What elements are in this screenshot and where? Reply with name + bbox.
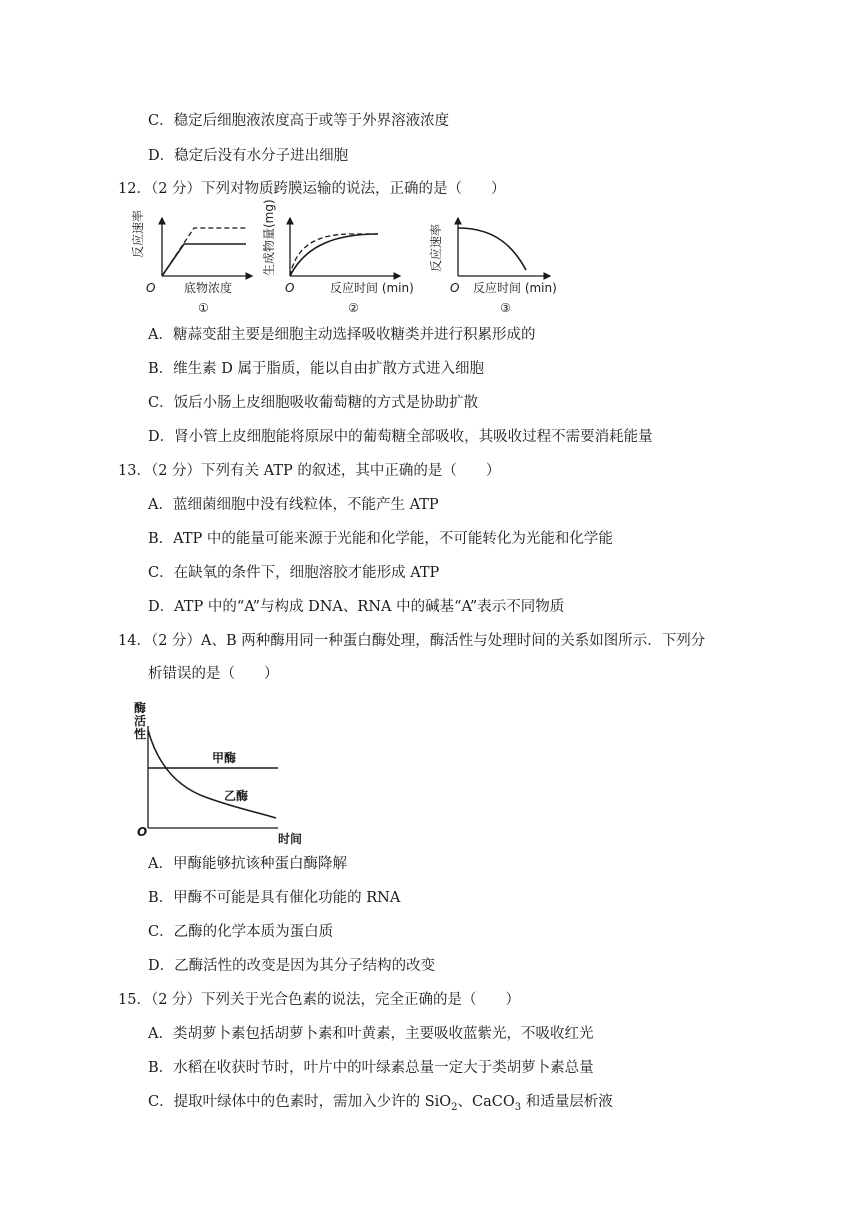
graph3-curve: [458, 228, 526, 270]
graph3-origin: O: [450, 281, 460, 295]
graph1-xlabel: 底物浓度: [184, 281, 233, 295]
q11-option-d: D．稳定后没有水分子进出细胞: [148, 148, 349, 164]
q14-option-a: A．甲酶能够抗该种蛋白酶降解: [148, 856, 347, 872]
q12-option-c: C．饭后小肠上皮细胞吸收葡萄糖的方式是协助扩散: [148, 395, 479, 411]
graph-2: [261, 199, 414, 315]
q14-xlabel: 时间: [278, 832, 303, 846]
graph2-ylabel: 生成物量(mg): [262, 199, 276, 276]
q14-figure: [128, 696, 318, 850]
graph1-solid-curve: [162, 244, 246, 276]
q15-stem: 15．（2 分）下列关于光合色素的说法，完全正确的是（ ）: [118, 992, 521, 1008]
q14-enzyme-a-label: 甲酶: [212, 751, 237, 765]
graph3-xlabel: 反应时间 (min): [473, 281, 557, 295]
graph1-number: ①: [198, 301, 209, 315]
q15-option-c-part2: 、CaCO: [457, 1094, 515, 1110]
q14-ylabel-1: 酶: [134, 701, 147, 715]
graph3-number: ③: [500, 301, 511, 315]
q13-stem: 13．（2 分）下列有关 ATP 的叙述，其中正确的是（ ）: [118, 463, 501, 479]
q14-option-d: D．乙酶活性的改变是因为其分子结构的改变: [148, 958, 436, 974]
q14-enzyme-b-curve: [148, 730, 276, 818]
q15-option-c: [148, 1092, 613, 1118]
q15-option-c-part1: C．提取叶绿体中的色素时，需加入少许的 SiO: [148, 1094, 452, 1110]
q14-stem-line2: 析错误的是（ ）: [148, 666, 279, 682]
q13-option-a: A．蓝细菌细胞中没有线粒体，不能产生 ATP: [148, 497, 439, 513]
graph1-origin: O: [146, 281, 156, 295]
graph2-number: ②: [348, 301, 359, 315]
q11-option-c: C．稳定后细胞液浓度高于或等于外界溶液浓度: [148, 113, 450, 129]
q14-enzyme-b-label: 乙酶: [224, 789, 249, 803]
q13-option-b: B．ATP 中的能量可能来源于光能和化学能，不可能转化为光能和化学能: [148, 531, 613, 547]
graph1-dashed-curve: [162, 228, 246, 276]
q14-stem-line1: 14．（2 分）A、B 两种酶用同一种蛋白酶处理，酶活性与处理时间的关系如图所示．下列分: [118, 633, 706, 649]
q14-ylabel-3: 性: [134, 727, 147, 741]
graph-3: [428, 218, 557, 315]
graph-1: [130, 210, 252, 315]
graph2-origin: O: [285, 281, 295, 295]
q15-option-b: B．水稻在收获时节时，叶片中的叶绿素总量一定大于类胡萝卜素总量: [148, 1060, 594, 1076]
q13-option-d: D．ATP 中的“A”与构成 DNA、RNA 中的碱基“A”表示不同物质: [148, 599, 565, 615]
q12-option-d: D．肾小管上皮细胞能将原尿中的葡萄糖全部吸收，其吸收过程不需要消耗能量: [148, 429, 653, 445]
q15-option-a: A．类胡萝卜素包括胡萝卜素和叶黄素，主要吸收蓝紫光，不吸收红光: [148, 1026, 594, 1042]
q12-graphs-svg: [131, 199, 588, 320]
q14-ylabel-2: 活: [134, 714, 147, 728]
q15-option-c-part3: 和适量层析液: [521, 1094, 613, 1110]
q12-figure: [131, 199, 588, 324]
q12-option-b: B．维生素 D 属于脂质，能以自由扩散方式进入细胞: [148, 361, 484, 377]
q12-stem: 12．（2 分）下列对物质跨膜运输的说法，正确的是（ ）: [118, 181, 506, 197]
q14-origin: O: [137, 825, 148, 839]
q12-option-a: A．糖蒜变甜主要是细胞主动选择吸收糖类并进行积累形成的: [148, 327, 536, 343]
graph3-ylabel: 反应速率: [429, 223, 443, 272]
q14-option-b: B．甲酶不可能是具有催化功能的 RNA: [148, 890, 401, 906]
q13-option-c: C．在缺氧的条件下，细胞溶胶才能形成 ATP: [148, 565, 440, 581]
q14-option-c: C．乙酶的化学本质为蛋白质: [148, 924, 334, 940]
q14-graph-svg: [128, 696, 318, 846]
graph1-ylabel: 反应速率: [131, 209, 145, 258]
q15-option-c-sub2: 2: [451, 1101, 458, 1113]
graph2-solid-curve: [290, 234, 378, 276]
q15-option-c-sub3: 3: [514, 1101, 522, 1113]
graph2-xlabel: 反应时间 (min): [330, 281, 414, 295]
